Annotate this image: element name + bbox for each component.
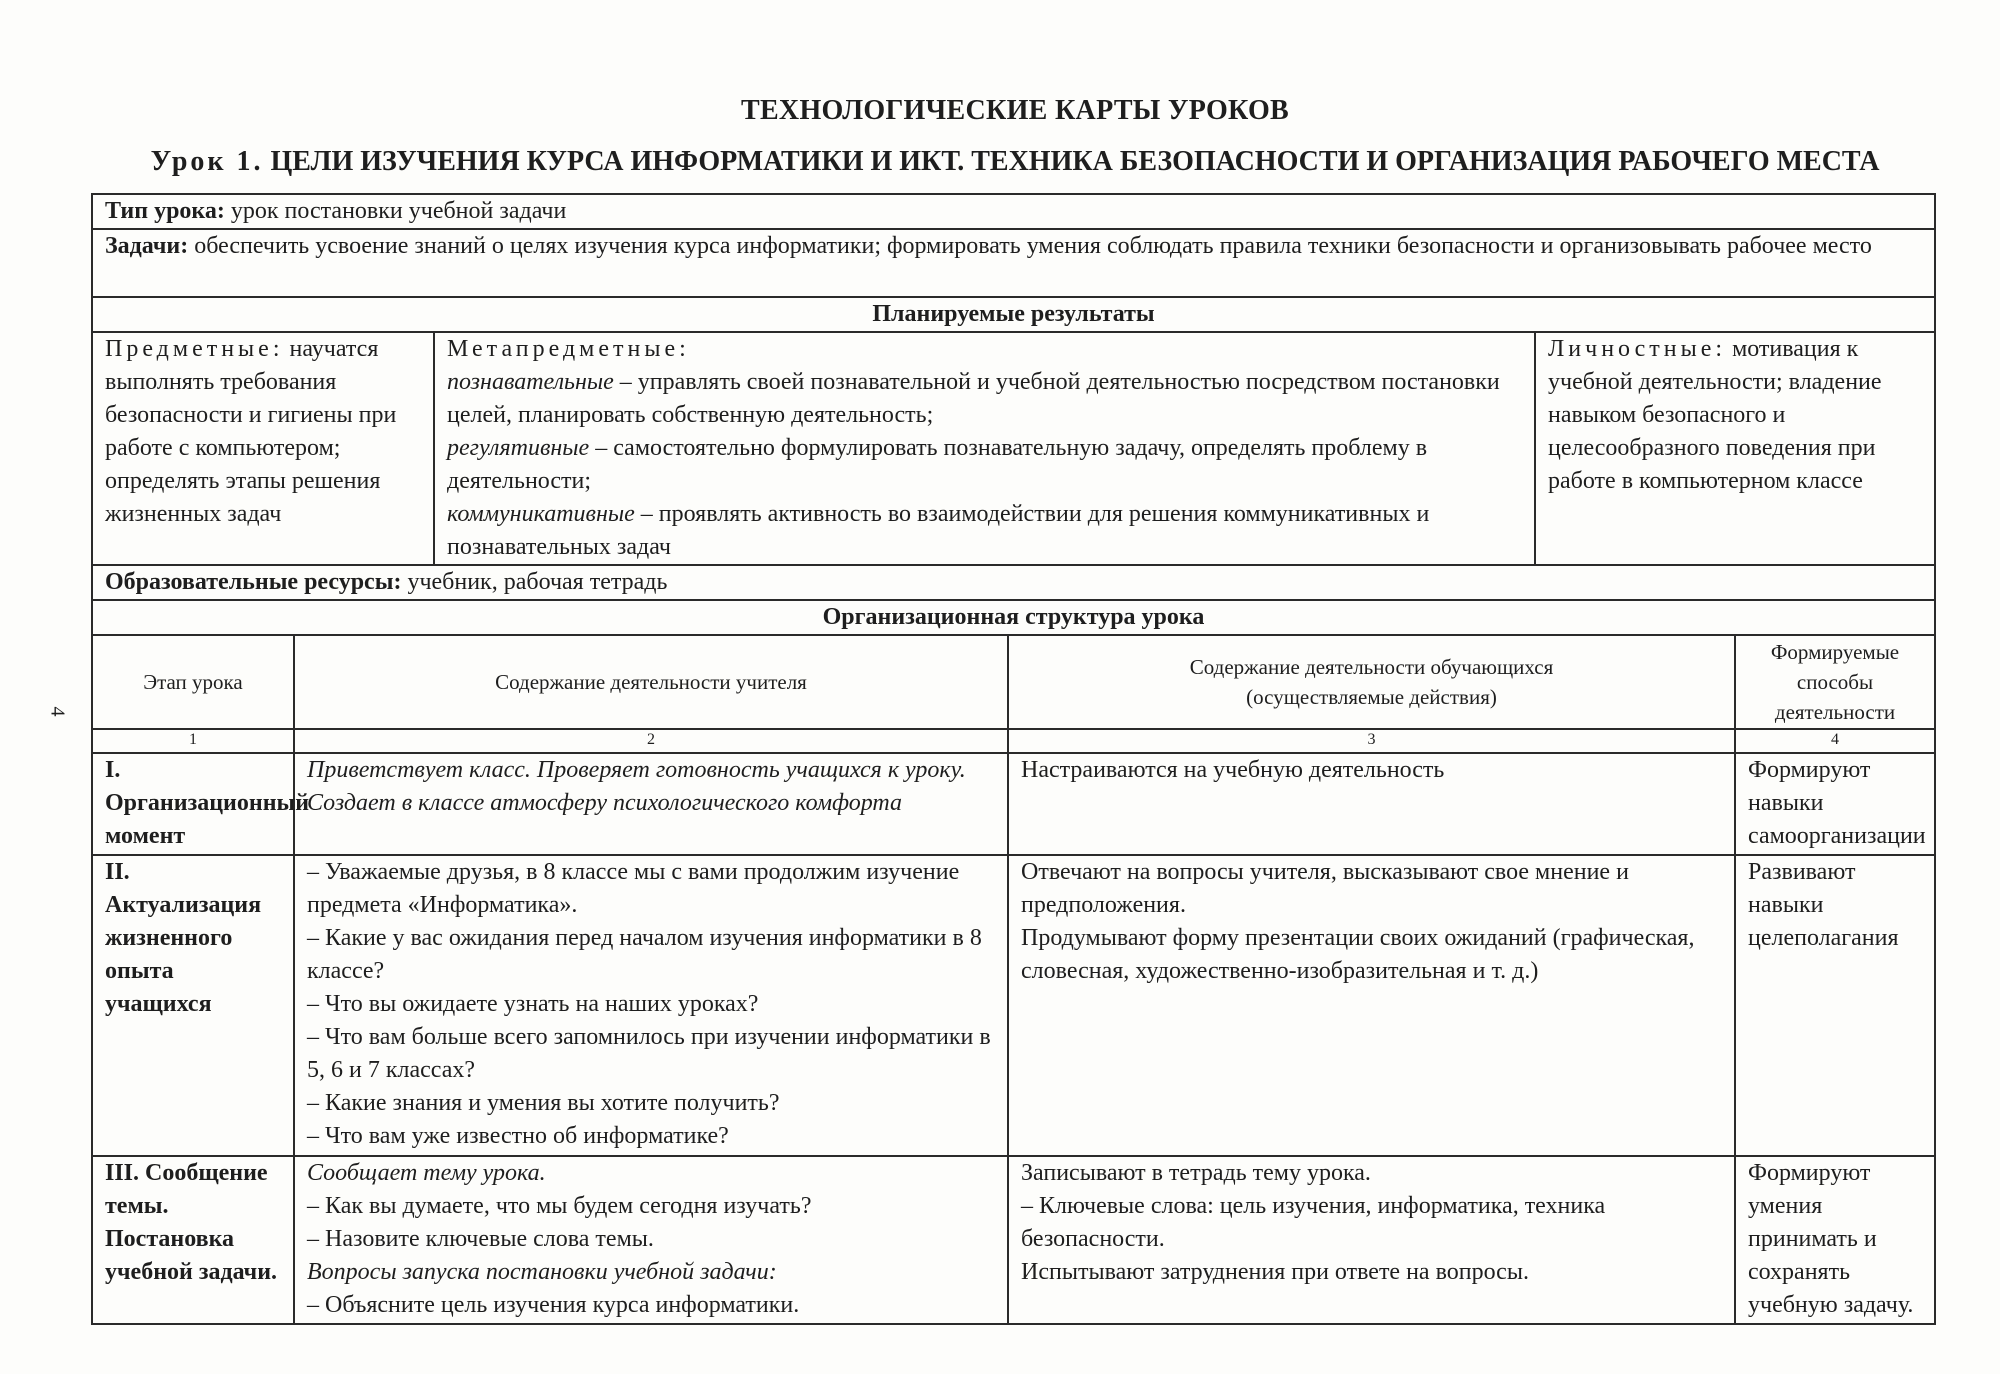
planned-results-header: Планируемые результаты xyxy=(92,297,1935,332)
teacher-italic-line: Вопросы запуска постановки учебной задачи: xyxy=(307,1259,777,1285)
tasks-value: обеспечить усвоение знаний о целях изучения курса информатики; формировать умения соблюдать правила техники безопасности и организовывать рабочее место xyxy=(194,233,1872,259)
regulatory-label: регулятивные xyxy=(447,435,590,461)
personal-results-cell xyxy=(1535,332,1935,565)
students-line: Продумывают форму презентации своих ожиданий (графическая, словесная, художественно-изобразительная и т. д.) xyxy=(1021,925,1695,984)
lesson-type-row xyxy=(92,194,1935,229)
meta-results-cell xyxy=(434,332,1535,565)
resources-value: учебник, рабочая тетрадь xyxy=(407,569,668,595)
students-line: Испытывают затруднения при ответе на вопросы. xyxy=(1021,1259,1529,1285)
teacher-line: – Что вам больше всего запомнилось при изучении информатики в 5, 6 и 7 классах? xyxy=(307,1024,991,1083)
teacher-italic-line: Сообщает тему урока. xyxy=(307,1160,546,1186)
col-number-1: 1 xyxy=(92,729,294,753)
planned-results-header-row xyxy=(92,297,1935,332)
students-line: – Ключевые слова: цель изучения, информатика, техника безопасности. xyxy=(1021,1193,1606,1252)
teacher-line: – Что вам уже известно об информатике? xyxy=(307,1123,729,1149)
column-number-row xyxy=(92,729,1935,753)
teacher-line: – Объясните цель изучения курса информатики. xyxy=(307,1292,800,1318)
cognitive-label: познавательные xyxy=(447,369,614,395)
table-row xyxy=(92,753,1935,855)
subject-results-text: научатся выполнять требования безопасности и гигиены при работе с компьютером; определять этапы решения жизненных задач xyxy=(105,336,397,527)
teacher-line: – Что вы ожидаете узнать на наших уроках? xyxy=(307,991,759,1017)
page-title: ТЕХНОЛОГИЧЕСКИЕ КАРТЫ УРОКОВ xyxy=(740,95,1290,126)
lesson-type-label: Тип урока: xyxy=(105,198,225,224)
col-header-stage: Этап урока xyxy=(92,635,294,729)
col-number-4: 4 xyxy=(1735,729,1935,753)
subject-results-cell xyxy=(92,332,434,565)
students-cell xyxy=(1008,1156,1735,1324)
structure-header: Организационная структура урока xyxy=(92,600,1935,635)
stage-cell: I. Организационный момент xyxy=(92,753,294,855)
students-line: Настраиваются на учебную деятельность xyxy=(1021,757,1445,783)
teacher-cell xyxy=(294,855,1008,1156)
cognitive-text: – управлять своей познавательной и учебной деятельностью посредством постановки целей, планировать собственную деятельность; xyxy=(447,369,1500,428)
students-line: Записывают в тетрадь тему урока. xyxy=(1021,1160,1371,1186)
lesson-plan-table xyxy=(91,193,1936,1325)
teacher-cell xyxy=(294,1156,1008,1324)
table-row xyxy=(92,855,1935,1156)
tasks-row xyxy=(92,229,1935,297)
tasks-label: Задачи: xyxy=(105,233,189,259)
subject-results-label: Предметные: xyxy=(105,336,284,362)
stage-cell: III. Сообщение темы. Постановка учебной задачи. xyxy=(92,1156,294,1324)
page-number: 4 xyxy=(46,706,69,717)
lesson-title xyxy=(0,146,2000,178)
lesson-prefix: Урок 1. xyxy=(150,146,264,177)
communicative-text: – проявлять активность во взаимодействии для решения коммуникативных и познавательных задач xyxy=(447,501,1430,560)
stage-cell: II. Актуализация жизненного опыта учащихся xyxy=(92,855,294,1156)
col-header-teacher: Содержание деятельности учителя xyxy=(294,635,1008,729)
col-number-3: 3 xyxy=(1008,729,1735,753)
teacher-line: – Назовите ключевые слова темы. xyxy=(307,1226,654,1252)
resources-label: Образовательные ресурсы: xyxy=(105,569,402,595)
teacher-cell: Приветствует класс. Проверяет готовность учащихся к уроку. Создает в классе атмосферу психологического комфорта xyxy=(294,753,1008,855)
lesson-type-value: урок постановки учебной задачи xyxy=(230,198,567,224)
teacher-line: – Уважаемые друзья, в 8 классе мы с вами продолжим изучение предмета «Информатика». xyxy=(307,859,960,918)
students-line: Отвечают на вопросы учителя, высказывают свое мнение и предположения. xyxy=(1021,859,1629,918)
teacher-line: – Какие у вас ожидания перед началом изучения информатики в 8 классе? xyxy=(307,925,982,984)
column-header-row xyxy=(92,635,1935,729)
col-header-methods: Формируемые способы деятельности xyxy=(1735,635,1935,729)
col-header-students: Содержание деятельности обучающихся (осуществляемые действия) xyxy=(1008,635,1735,729)
personal-results-text: мотивация к учебной деятельности; владение навыком безопасного и целесообразного поведения при работе в компьютерном классе xyxy=(1548,336,1882,494)
lesson-title-text: ЦЕЛИ ИЗУЧЕНИЯ КУРСА ИНФОРМАТИКИ И ИКТ. ТЕХНИКА БЕЗОПАСНОСТИ И ОРГАНИЗАЦИЯ РАБОЧЕГО МЕСТА xyxy=(270,146,1880,177)
col-number-2: 2 xyxy=(294,729,1008,753)
methods-cell: Формируют навыки самоорганизации xyxy=(1735,753,1935,855)
teacher-line: – Как вы думаете, что мы будем сегодня изучать? xyxy=(307,1193,812,1219)
regulatory-text: – самостоятельно формулировать познавательную задачу, определять проблему в деятельности; xyxy=(447,435,1428,494)
students-cell xyxy=(1008,855,1735,1156)
personal-results-label: Личностные: xyxy=(1548,336,1727,362)
table-row xyxy=(92,1156,1935,1324)
communicative-label: коммуникативные xyxy=(447,501,635,527)
methods-cell: Развивают навыки целеполагания xyxy=(1735,855,1935,1156)
resources-row xyxy=(92,565,1935,600)
students-cell xyxy=(1008,753,1735,855)
teacher-line: – Какие знания и умения вы хотите получить? xyxy=(307,1090,780,1116)
meta-results-label: Метапредметные: xyxy=(447,336,690,362)
planned-results-row xyxy=(92,332,1935,565)
structure-header-row xyxy=(92,600,1935,635)
methods-cell: Формируют умения принимать и сохранять учебную задачу. xyxy=(1735,1156,1935,1324)
